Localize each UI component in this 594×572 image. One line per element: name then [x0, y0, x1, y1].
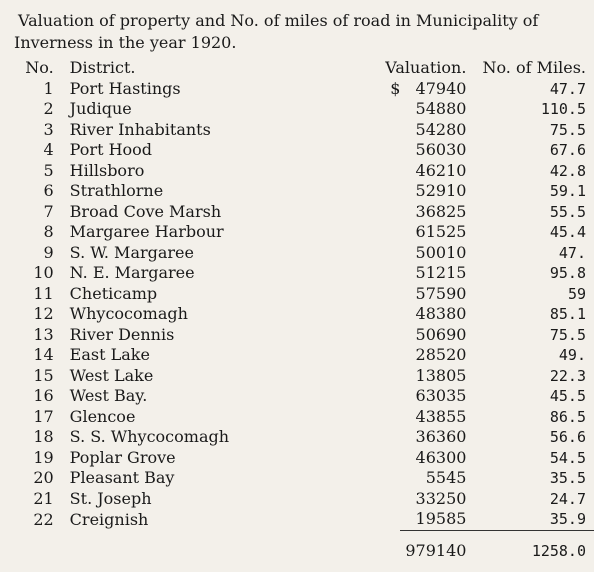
row-no: 13: [33, 324, 54, 344]
row-no: 5: [43, 160, 54, 180]
table-row: [14, 202, 594, 223]
row-district: S. W. Margaree: [69, 242, 194, 262]
row-miles: 75.5: [549, 325, 586, 344]
row-miles: 54.5: [549, 448, 586, 467]
row-currency: [385, 99, 400, 120]
row-no: 12: [33, 304, 54, 324]
table-row: [14, 243, 594, 264]
row-no: 4: [43, 140, 54, 160]
row-miles: 59: [567, 284, 586, 303]
row-valuation: 56030: [415, 140, 467, 160]
row-district: Hillsboro: [69, 160, 145, 180]
total-miles: 1258.0: [466, 530, 594, 561]
row-valuation: 33250: [415, 488, 467, 508]
table-row: [14, 284, 594, 305]
row-valuation: 47940: [415, 78, 467, 98]
row-district: Port Hastings: [69, 78, 181, 98]
header-no: No.: [25, 58, 54, 78]
total-valuation: 979140: [400, 530, 466, 561]
row-no: 3: [43, 119, 54, 139]
table-row: [14, 222, 594, 243]
row-district: East Lake: [69, 345, 150, 365]
table-row: [14, 120, 594, 141]
row-no: 8: [43, 222, 54, 242]
table-row: [14, 386, 594, 407]
page-title: [14, 10, 586, 54]
row-no: 15: [33, 365, 54, 385]
title-line-2: Inverness in the year 1920.: [14, 33, 237, 52]
table-row: [14, 366, 594, 387]
row-district: Strathlorne: [69, 181, 164, 201]
row-miles: 56.6: [549, 428, 586, 447]
table-row: [14, 79, 594, 100]
row-district: Whycocomagh: [69, 304, 188, 324]
table-row: [14, 304, 594, 325]
row-no: 2: [43, 99, 54, 119]
table-row: [14, 489, 594, 510]
row-currency: [385, 427, 400, 448]
row-no: 11: [33, 283, 54, 303]
row-district: Glencoe: [69, 406, 136, 426]
table-row: [14, 345, 594, 366]
row-miles: 86.5: [549, 407, 586, 426]
row-valuation: 57590: [415, 283, 467, 303]
row-no: 18: [33, 427, 54, 447]
row-miles: 45.4: [549, 223, 586, 242]
row-no: 16: [33, 386, 54, 406]
row-currency: [385, 120, 400, 141]
row-no: 7: [43, 201, 54, 221]
row-district: S. S. Whycocomagh: [69, 427, 230, 447]
row-valuation: 54880: [415, 99, 467, 119]
row-miles: 24.7: [549, 489, 586, 508]
row-currency: [385, 509, 400, 530]
row-no: 9: [43, 242, 54, 262]
row-no: 6: [43, 181, 54, 201]
totals-row: [14, 530, 594, 561]
row-currency: [385, 263, 400, 284]
row-valuation: 28520: [415, 345, 467, 365]
row-currency: [385, 243, 400, 264]
row-miles: 59.1: [549, 182, 586, 201]
table-row: [14, 509, 594, 530]
row-valuation: 51215: [415, 263, 467, 283]
row-miles: 110.5: [540, 100, 586, 119]
row-currency: [385, 407, 400, 428]
row-currency: [385, 140, 400, 161]
row-miles: 22.3: [549, 366, 586, 385]
row-district: Pleasant Bay: [69, 468, 175, 488]
row-valuation: 52910: [415, 181, 467, 201]
row-valuation: 13805: [415, 365, 467, 385]
row-currency: [385, 181, 400, 202]
row-district: Margaree Harbour: [69, 222, 224, 242]
row-miles: 35.9: [549, 510, 586, 529]
row-district: West Lake: [69, 365, 154, 385]
row-currency: [385, 448, 400, 469]
table-row: [14, 427, 594, 448]
row-district: Broad Cove Marsh: [69, 201, 222, 221]
table-row: [14, 263, 594, 284]
header-row: [14, 58, 594, 79]
row-valuation: 48380: [415, 304, 467, 324]
table-row: [14, 161, 594, 182]
row-no: 10: [33, 263, 54, 283]
valuation-table: [14, 58, 594, 561]
row-district: West Bay.: [69, 386, 148, 406]
row-district: Creignish: [69, 509, 149, 529]
row-currency: [385, 284, 400, 305]
row-miles: 55.5: [549, 202, 586, 221]
header-district: District.: [69, 58, 136, 78]
row-miles: 35.5: [549, 469, 586, 488]
row-valuation: 43855: [415, 406, 467, 426]
row-valuation: 36360: [415, 427, 467, 447]
table-row: [14, 140, 594, 161]
row-valuation: 50010: [415, 242, 467, 262]
table-row: [14, 325, 594, 346]
row-no: 21: [33, 488, 54, 508]
header-valuation: Valuation.: [385, 58, 467, 78]
row-no: 17: [33, 406, 54, 426]
row-no: 20: [33, 468, 54, 488]
row-currency: [385, 489, 400, 510]
row-currency: [385, 304, 400, 325]
row-district: Port Hood: [69, 140, 153, 160]
row-miles: 45.5: [549, 387, 586, 406]
row-currency: [385, 325, 400, 346]
row-district: River Dennis: [69, 324, 175, 344]
row-currency: [385, 345, 400, 366]
row-valuation: 46300: [415, 447, 467, 467]
table-row: [14, 448, 594, 469]
row-district: N. E. Margaree: [69, 263, 195, 283]
row-currency: [385, 161, 400, 182]
table-row: [14, 181, 594, 202]
header-miles: No. of Miles.: [482, 58, 586, 78]
row-valuation: 46210: [415, 160, 467, 180]
row-miles: 42.8: [549, 161, 586, 180]
row-miles: 49.: [558, 346, 586, 365]
row-valuation: 50690: [415, 324, 467, 344]
row-district: River Inhabitants: [69, 119, 211, 139]
row-valuation: 63035: [415, 386, 467, 406]
row-no: 19: [33, 447, 54, 467]
row-currency: [385, 386, 400, 407]
row-valuation: 19585: [415, 509, 467, 529]
row-valuation: 36825: [415, 201, 467, 221]
row-no: 1: [43, 78, 54, 98]
row-no: 14: [33, 345, 54, 365]
row-currency: [385, 366, 400, 387]
row-valuation: 61525: [415, 222, 467, 242]
table-row: [14, 99, 594, 120]
row-miles: 47.: [558, 243, 586, 262]
row-miles: 85.1: [549, 305, 586, 324]
row-miles: 75.5: [549, 120, 586, 139]
row-miles: 47.7: [549, 79, 586, 98]
row-currency: [385, 202, 400, 223]
row-currency: $: [390, 78, 401, 98]
row-district: Poplar Grove: [69, 447, 176, 467]
table-row: [14, 468, 594, 489]
row-miles: 67.6: [549, 141, 586, 160]
row-currency: [385, 222, 400, 243]
table-row: [14, 407, 594, 428]
row-district: Judique: [69, 99, 132, 119]
row-district: Cheticamp: [69, 283, 158, 303]
row-currency: [385, 468, 400, 489]
row-miles: 95.8: [549, 264, 586, 283]
row-district: St. Joseph: [69, 488, 152, 508]
row-valuation: 54280: [415, 119, 467, 139]
title-line-1: Valuation of property and No. of miles of road in Municipality of: [18, 11, 539, 30]
row-valuation: 5545: [425, 468, 467, 488]
row-no: 22: [33, 509, 54, 529]
